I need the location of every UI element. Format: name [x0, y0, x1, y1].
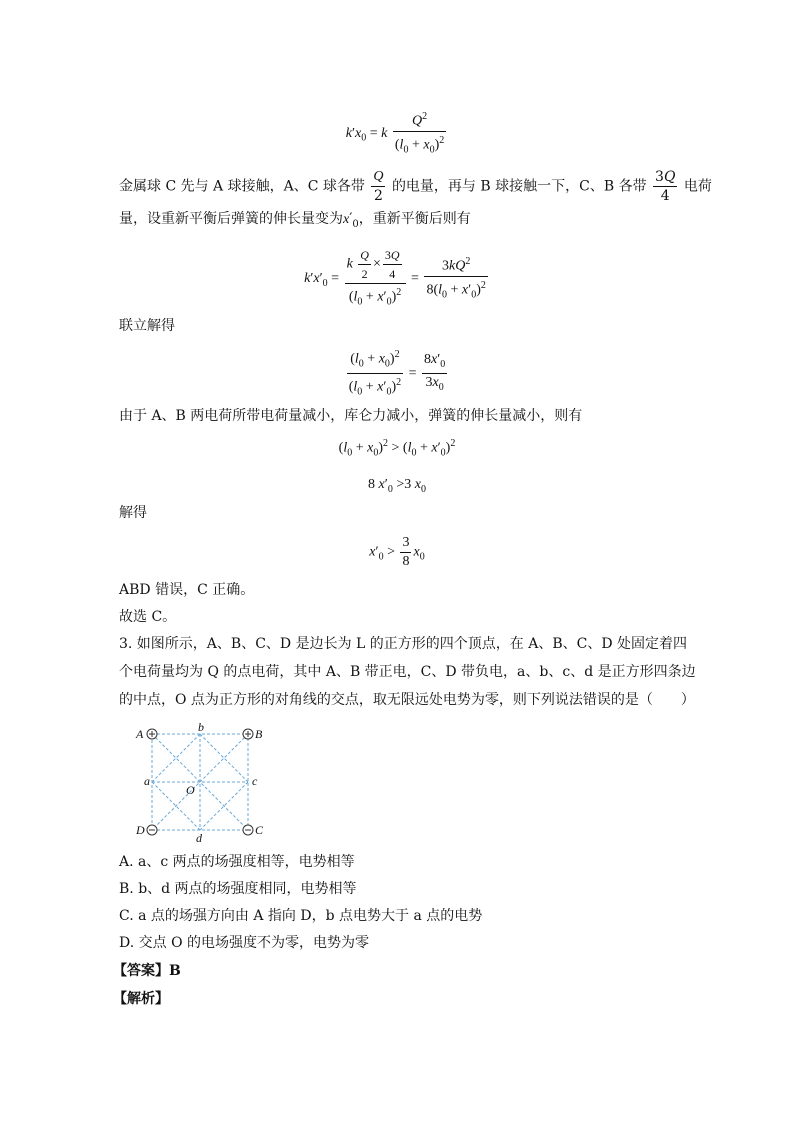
option-c: C. a 点的场强方向由 A 指向 D，b 点电势大于 a 点的电势: [119, 908, 483, 924]
equation-1: $k'x_0 = k$ $\frac{Q^2}{(l_0 + x_0)^2}$: [0, 108, 794, 159]
label-d: d: [196, 831, 202, 844]
label-C: C: [255, 823, 264, 837]
square-charge-diagram: [128, 722, 278, 844]
text-p2b: ，重新平衡后则有: [358, 211, 471, 227]
question-3-line-3: 的中点，O 点为正方形的对角线的交点，取无限远处电势为零，则下列说法错误的是（ ）: [119, 692, 695, 708]
label-A: A: [136, 727, 144, 741]
equation-3: $\frac{(l_0 + x_0)^2}{(l_0 + x'_0)^2}$ = $\frac{8x'_0}{3x_0}$: [0, 346, 794, 402]
text-lianli: 联立解得: [119, 318, 175, 334]
paragraph-2: 量，设重新平衡后弹簧的伸长量变为$x'_0$，重新平衡后则有: [119, 211, 471, 230]
text-youyu: 由于 A、B 两电荷所带电荷量减小，库仑力减小，弹簧的伸长量减小，则有: [119, 408, 583, 424]
equation-6: $x'_0$ > $\frac{3}{8}$ $x_0$: [369, 535, 425, 569]
equation-5: 8 $x'_0 >3$ $x_0$: [368, 477, 426, 495]
frac-3q-over-4: $\frac{3Q}{4}$: [655, 169, 676, 204]
option-a: A. a、c 两点的场强度相等，电势相等: [119, 854, 355, 870]
equation-4: $(l_0 + x_0)^2 > (l_0 + x'_0)^2$: [338, 438, 456, 459]
question-3-line-2: 个电荷量均为 Q 的点电荷，其中 A、B 带正电，C、D 带负电，a、b、c、d 是正方形四条边: [119, 664, 696, 680]
text-p2a: 量，设重新平衡后弹簧的伸长量变为: [119, 211, 343, 227]
frac-q-over-2: $\frac{Q}{2}$: [373, 169, 384, 204]
equation-2: $k'x'_0$ = k $\frac{Q}{2}$ × $\frac{3Q}{4}$ $(l_0 + x'_0)^2$ = $\frac{3kQ^2}{8(l_0 + x'_0)^2}$: [304, 248, 486, 308]
text-p1c: 电荷: [683, 178, 712, 195]
label-B: B: [255, 727, 263, 741]
option-b: B. b、d 两点的场强度相同，电势相等: [119, 881, 357, 897]
text-guxuan: 故选 C。: [119, 609, 177, 625]
label-c: c: [252, 774, 258, 788]
answer-label: 【答案】B: [113, 963, 181, 979]
text-p1a: 金属球 C 先与 A 球接触，A、C 球各带: [119, 178, 365, 195]
paragraph-1: [119, 168, 712, 205]
option-d: D. 交点 O 的电场强度不为零，电势为零: [119, 935, 370, 951]
text-p1b: 的电量，再与 B 球接触一下，C、B 各带: [391, 178, 647, 195]
analysis-label: 【解析】: [113, 991, 169, 1007]
label-b: b: [198, 722, 204, 734]
label-a: a: [144, 774, 150, 788]
label-O: O: [186, 783, 195, 797]
text-abd: ABD 错误，C 正确。: [119, 582, 255, 598]
question-3-line-1: 3. 如图所示，A、B、C、D 是边长为 L 的正方形的四个顶点，在 A、B、C、D 处固定着四: [119, 636, 688, 652]
text-jiede: 解得: [119, 505, 147, 521]
label-D: D: [136, 823, 145, 837]
